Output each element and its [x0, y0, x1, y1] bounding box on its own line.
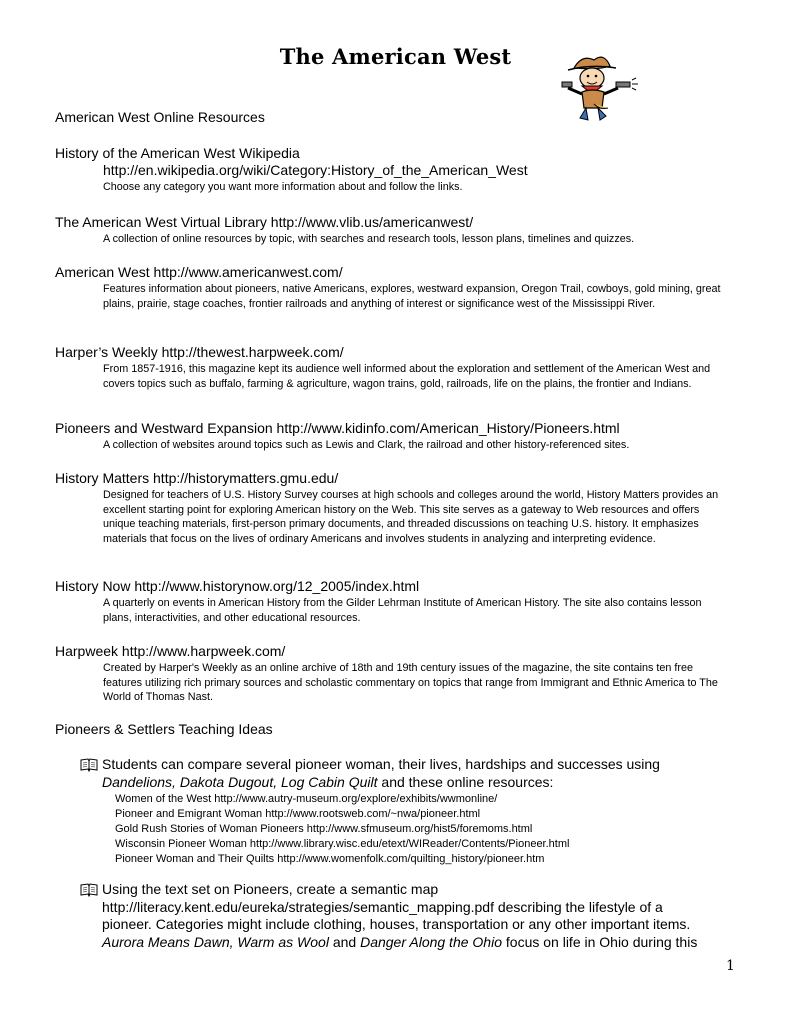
resource-description: A collection of online resources by topic, with searches and research tools, lesson plans, timelines and quizzes.: [103, 233, 635, 245]
cowboy-clipart-icon: [560, 48, 640, 122]
resource-description: Choose any category you want more information about and follow the links.: [103, 181, 463, 193]
resource-description: A collection of websites around topics such as Lewis and Clark, the railroad and other history-referenced sites.: [103, 439, 630, 451]
resource-entry: [55, 470, 735, 546]
resource-url: http://en.wikipedia.org/wiki/Category:History_of_the_American_West: [103, 162, 528, 178]
resource-link-list: [115, 792, 740, 867]
resource-title: Pioneers and Westward Expansion http://www.kidinfo.com/American_History/Pioneers.html: [55, 420, 620, 436]
idea-line: Using the text set on Pioneers, create a semantic map: [102, 881, 439, 897]
resource-entry: [55, 264, 735, 311]
resource-description: Features information about pioneers, native Americans, explores, westward expansion, Oregon Trail, cowboys, gold mining, great plains, prairie, stage coaches, frontier railroads and anything of interest or significance west of the Mississippi River.: [103, 283, 721, 310]
book-titles: Dandelions, Dakota Dugout, Log Cabin Quilt: [102, 773, 378, 790]
list-item: Gold Rush Stories of Woman Pioneers http://www.sfmuseum.org/hist5/foremoms.html: [115, 823, 533, 836]
idea-text-part: and these online resources:: [377, 773, 554, 790]
resource-entry: [55, 578, 735, 625]
idea-text-part: and: [328, 933, 361, 950]
idea-text: [102, 881, 740, 951]
list-item: Pioneer and Emigrant Woman http://www.rootsweb.com/~nwa/pioneer.html: [115, 808, 481, 821]
idea-line: [102, 934, 740, 952]
resource-title: History of the American West Wikipedia: [55, 145, 300, 161]
resource-title: Harpweek http://www.harpweek.com/: [55, 643, 286, 659]
teaching-idea: [80, 881, 740, 951]
idea-text: [102, 756, 740, 791]
list-item: Wisconsin Pioneer Woman http://www.library.wisc.edu/etext/WIReader/Contents/Pioneer.html: [115, 838, 570, 851]
resource-entry: [55, 214, 735, 247]
book-titles: Aurora Means Dawn, Warm as Wool: [102, 933, 329, 950]
resource-title: Harper’s Weekly http://thewest.harpweek.com/: [55, 344, 344, 360]
open-book-icon: [80, 758, 98, 772]
section-heading-teaching-ideas: Pioneers & Settlers Teaching Ideas: [55, 721, 273, 737]
resource-title: History Now http://www.historynow.org/12_2005/index.html: [55, 578, 420, 594]
resource-entry: [55, 344, 735, 391]
resource-description: From 1857-1916, this magazine kept its audience well informed about the exploration and settlement of the American West and covers topics such as buffalo, farming & agriculture, wagon trains, gold, railroads, life on the plains, the frontier and Indians.: [103, 363, 711, 390]
idea-text-part: focus on life in Ohio during this: [502, 933, 698, 950]
resource-title: American West http://www.americanwest.com/: [55, 264, 343, 280]
section-heading-online-resources: American West Online Resources: [55, 109, 265, 125]
list-item: Pioneer Woman and Their Quilts http://www.womenfolk.com/quilting_history/pioneer.htm: [115, 853, 545, 866]
idea-line: pioneer. Categories might include clothing, houses, transportation or any other important items.: [102, 916, 691, 933]
idea-text-part: Students can compare several pioneer woman, their lives, hardships and successes using: [102, 756, 660, 772]
idea-line: http://literacy.kent.edu/eureka/strategies/semantic_mapping.pdf describing the lifestyle of a: [102, 898, 663, 915]
open-book-icon: [80, 883, 98, 897]
document-title: The American West: [279, 44, 512, 69]
teaching-idea: [80, 756, 740, 867]
resource-entry: [55, 643, 735, 705]
resource-description: Created by Harper's Weekly as an online archive of 18th and 19th century issues of the magazine, the site contains ten free features utilizing rich primary sources and scholastic commentary on topics that range from Immigrant and Ethnic America to The World of Thomas Nast.: [103, 662, 718, 704]
page-number: 1: [726, 958, 735, 974]
resource-entry: [55, 145, 735, 195]
resource-title: The American West Virtual Library http://www.vlib.us/americanwest/: [55, 214, 474, 230]
resource-description: A quarterly on events in American History from the Gilder Lehrman Institute of American History. The site also contains lesson plans, interactivities, and other educational resources.: [103, 597, 702, 624]
resource-title: History Matters http://historymatters.gmu.edu/: [55, 470, 339, 486]
book-titles: Danger Along the Ohio: [360, 933, 502, 950]
resource-description: Designed for teachers of U.S. History Survey courses at high schools and colleges around the world, History Matters provides an excellent starting point for exploring American history on the Web. This site serves as a gateway to Web resources and offers unique teaching materials, first-person primary documents, and threaded discussions on teaching U.S. history. It emphasizes materials that focus on the lives of ordinary Americans and involves students in analyzing and interpreting evidence.: [103, 489, 719, 545]
resource-entry: [55, 420, 735, 453]
list-item: Women of the West http://www.autry-museum.org/explore/exhibits/wwmonline/: [115, 793, 498, 806]
